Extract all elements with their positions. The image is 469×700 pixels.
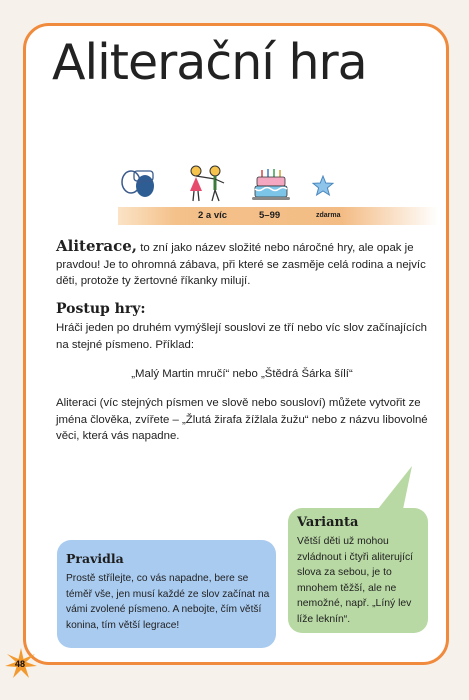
players-count: 2 a víc	[198, 210, 228, 221]
star-icon	[312, 175, 334, 197]
variant-title: Varianta	[297, 515, 359, 530]
intro-paragraph	[56, 238, 428, 290]
activity-icons	[118, 163, 348, 205]
rules-title: Pravidla	[66, 551, 124, 566]
howto-text-2: Aliteraci (víc stejných písmen ve slově nebo sousloví) můžete vytvořit ze jména člověka, zvířete – „Žlutá žirafa žížlala žužu“ nebo z názvu libovolné věci, která vás napadne.	[56, 397, 428, 442]
info-bar	[118, 207, 438, 225]
age-range: 5–99	[259, 210, 281, 221]
howto-example: „Malý Martin mručí“ nebo „Štědrá Šárka šílí“	[131, 368, 353, 380]
intro-text: to zní jako název složité nebo náročné hry, ale opak je pravdou! Je to ohromná zábava, při které se zasměje celá rodina a nejvíc děti, protože ty žertovné říkanky milují.	[56, 242, 426, 287]
howto-text: Hráči jeden po druhém vymýšlejí souslovi ze tří nebo víc slov začínajících na stejné písmeno. Příklad:	[56, 322, 427, 351]
speech-heads-icon	[118, 167, 160, 201]
variant-text: Větší děti už mohou zvládnout i čtyři aliterující slova za sebou, je to mnohem těžší, ale ne nemožné, např. „Líný lev líže leknín“.	[297, 536, 414, 625]
page-number: 48	[14, 659, 25, 669]
page-title: Aliterační hra	[52, 34, 367, 91]
intro-term: Aliterace,	[56, 237, 138, 255]
rules-text: Prostě střílejte, co vás napadne, bere se téměř vše, jen musí každé ze slov začínat na vámi zvolené písmeno. A nebojte, čím větší konina, tím větší legrace!	[66, 573, 270, 631]
variant-bubble-tail	[372, 466, 416, 514]
two-kids-icon	[184, 163, 228, 203]
howto-heading: Postup hry:	[56, 301, 146, 317]
price-label: zdarma	[316, 212, 341, 219]
birthday-cake-icon	[252, 167, 292, 203]
